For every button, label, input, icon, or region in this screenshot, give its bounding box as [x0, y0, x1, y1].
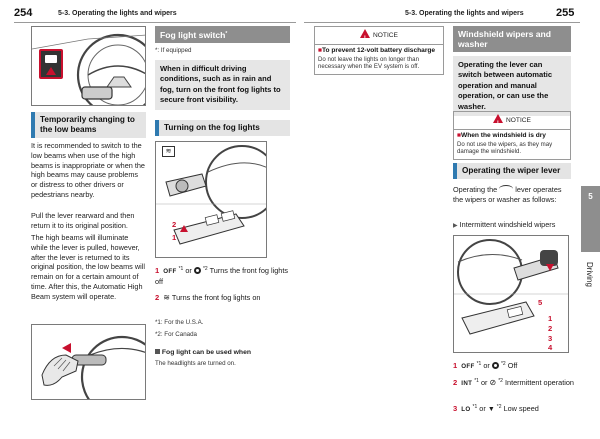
- wiper-item-1: [453, 359, 577, 372]
- arrow-up-icon: [46, 67, 56, 75]
- fog-item-2: [155, 293, 290, 303]
- battery-notice-subtitle-text: To prevent 12-volt battery discharge: [321, 47, 436, 54]
- wipers-bullet-text: Intermittent windshield wipers: [459, 220, 556, 229]
- right-page-number: 255: [556, 7, 575, 19]
- wiper-callout-3: 3: [548, 334, 553, 343]
- low-beams-heading: Temporarily changing to the low beams: [31, 112, 146, 138]
- wipers-operating-text: [453, 185, 573, 205]
- low-beams-paragraph-3: The high beams will illuminate while the lever is pulled, however, after the lever is returned to its original position, the low beams will remain on for a certain amount of time. After this, the Automatic High Beam system will operate.: [31, 233, 145, 301]
- header-divider-right: [304, 22, 580, 23]
- fog-diagram-callout-2: 2: [172, 220, 177, 229]
- wiper-item-2-number: 2: [453, 378, 458, 387]
- wiper-item-3-text: Low speed: [503, 404, 539, 413]
- square-bullet-icon: ■: [318, 47, 322, 54]
- chapter-tab-number: 5: [588, 192, 593, 201]
- low-beams-paragraph-2: Pull the lever rearward and then return it to its original position.: [31, 211, 135, 230]
- fog-item-1-number: 1: [155, 266, 160, 275]
- fog-light-switch-illustration: [155, 141, 267, 258]
- fog-can-be-used-heading: [155, 349, 251, 356]
- right-section-title: 5-3. Operating the lights and wipers: [405, 10, 524, 17]
- wiper-item-3-code: LO: [461, 406, 471, 413]
- header-divider-left: [14, 22, 296, 23]
- fog-light-icon: ≋: [162, 146, 175, 157]
- wipers-operating-text-a: Operating the: [453, 185, 498, 194]
- battery-notice-title: [315, 27, 443, 45]
- windshield-notice-title-text: NOTICE: [506, 117, 531, 124]
- fog-item-2-number: 2: [155, 293, 160, 302]
- warning-icon: [360, 29, 370, 38]
- wiper-lever-subheading: Operating the wiper lever: [453, 163, 571, 179]
- low-beams-paragraph-1: It is recommended to switch to the low beams when use of the high beams is inappropriate or when the high beams may cause problems or distress to other drivers or pedestrians nearby.: [31, 141, 145, 199]
- arrow-left-icon: [62, 343, 71, 353]
- fog-item-1-or: or: [185, 266, 192, 275]
- pull-lever-illustration: [31, 324, 146, 400]
- fog-note-1: *1: For the U.S.A.: [155, 319, 204, 326]
- wiper-item-2-sup1: *1: [474, 378, 479, 384]
- wiper-item-2-text: Intermittent operation: [505, 378, 574, 387]
- wiper-callout-4: 4: [548, 343, 553, 352]
- windshield-notice: [453, 111, 571, 160]
- fog-item-1-off-code: OFF: [163, 268, 177, 275]
- fog-note-2: *2: For Canada: [155, 331, 197, 338]
- battery-notice-title-text: NOTICE: [373, 32, 398, 39]
- fog-item-1-sup1: *1: [178, 266, 184, 272]
- arrow-down-icon: [546, 264, 554, 271]
- wiper-callout-5: 5: [538, 298, 543, 307]
- wiper-item-1-code: OFF: [461, 363, 475, 370]
- off-circle-icon: [194, 267, 201, 274]
- square-bullet-icon: [155, 349, 160, 354]
- wiper-item-1-sup2: *2: [500, 361, 506, 367]
- wiper-item-3: [453, 402, 577, 415]
- chapter-tab-label: Driving: [585, 262, 594, 287]
- wiper-item-3-or: or: [479, 404, 486, 413]
- wiper-callout-1: 1: [548, 314, 553, 323]
- wipers-bullet: [453, 220, 573, 232]
- headlight-switch-highlight: [39, 49, 63, 79]
- fog-item-1-sup2: *2: [202, 266, 208, 272]
- fog-can-be-used-text: The headlights are turned on.: [155, 360, 236, 367]
- triangle-bullet-icon: ▶: [453, 223, 458, 229]
- intermittent-icon: ⊘: [489, 378, 497, 387]
- wiper-item-3-sup2: *2: [496, 404, 502, 410]
- fog-can-be-used-heading-text: Fog light can be used when: [161, 349, 252, 356]
- battery-notice-subtitle: [315, 45, 443, 55]
- windshield-notice-subtitle-text: When the windshield is dry: [460, 132, 546, 139]
- windshield-notice-text: Do not use the wipers, as they may damage the windshield.: [457, 141, 553, 156]
- wiper-item-3-sup1: *1: [472, 404, 478, 410]
- wiper-lever-illustration: [453, 235, 569, 353]
- wiper-item-3-number: 3: [453, 404, 458, 413]
- wiper-item-1-number: 1: [453, 361, 458, 370]
- chapter-tab: [581, 186, 600, 252]
- battery-notice-text: Do not leave the lights on longer than necessary when the EV system is off.: [318, 56, 420, 71]
- windshield-notice-subtitle: [454, 130, 570, 140]
- battery-notice: [314, 26, 444, 75]
- fog-light-heading-text: Fog light switch: [160, 30, 226, 40]
- wiper-callout-2: 2: [548, 324, 553, 333]
- fog-item-1: [155, 264, 290, 287]
- wiper-item-2-or: or: [480, 378, 488, 387]
- fog-light-subheading: Turning on the fog lights: [155, 120, 290, 136]
- wipers-intro: Operating the lever can switch between automatic operation and manual operation, or can use the washer.: [453, 56, 571, 116]
- fog-light-heading: [155, 26, 290, 43]
- fog-item-2-text: Turns the front fog lights on: [171, 293, 261, 302]
- wiper-item-1-or: or: [483, 361, 490, 370]
- low-speed-icon: ▼: [487, 406, 495, 413]
- wiper-icon: [499, 185, 513, 193]
- high-beam-lever-illustration: [31, 26, 146, 106]
- fog-lamp-icon: ≋: [163, 293, 170, 302]
- off-circle-icon: [492, 362, 499, 369]
- wiper-item-1-sup1: *1: [476, 361, 482, 367]
- fog-item-1-text: Turns the front fog lights off: [155, 266, 288, 286]
- fog-diagram-callout-1: 1: [172, 233, 177, 242]
- hand-pull-lever-drawing: [32, 325, 146, 400]
- fog-light-heading-mark: *: [225, 31, 228, 37]
- windshield-notice-title: [454, 112, 570, 130]
- arrow-up-icon: [180, 225, 188, 232]
- left-section-title: 5-3. Operating the lights and wipers: [58, 10, 177, 17]
- high-beam-icon: [45, 55, 57, 63]
- wiper-item-2-sup2: *2: [498, 378, 503, 384]
- fog-light-intro: When in difficult driving conditions, such as in rain and fog, turn on the front fog lights to secure front visibility.: [155, 60, 290, 110]
- wipers-operating-text-b: lever operates the wipers or washer as follows:: [453, 185, 562, 204]
- wiper-item-2-code: INT: [461, 380, 473, 387]
- fog-light-footnote: *: If equipped: [155, 47, 192, 54]
- wiper-item-1-text: Off: [507, 361, 518, 370]
- warning-icon: [493, 114, 503, 123]
- left-page-number: 254: [14, 7, 33, 19]
- wipers-heading: Windshield wipers and washer: [453, 26, 571, 52]
- square-bullet-icon: ■: [457, 132, 461, 139]
- wiper-item-2: [453, 376, 577, 389]
